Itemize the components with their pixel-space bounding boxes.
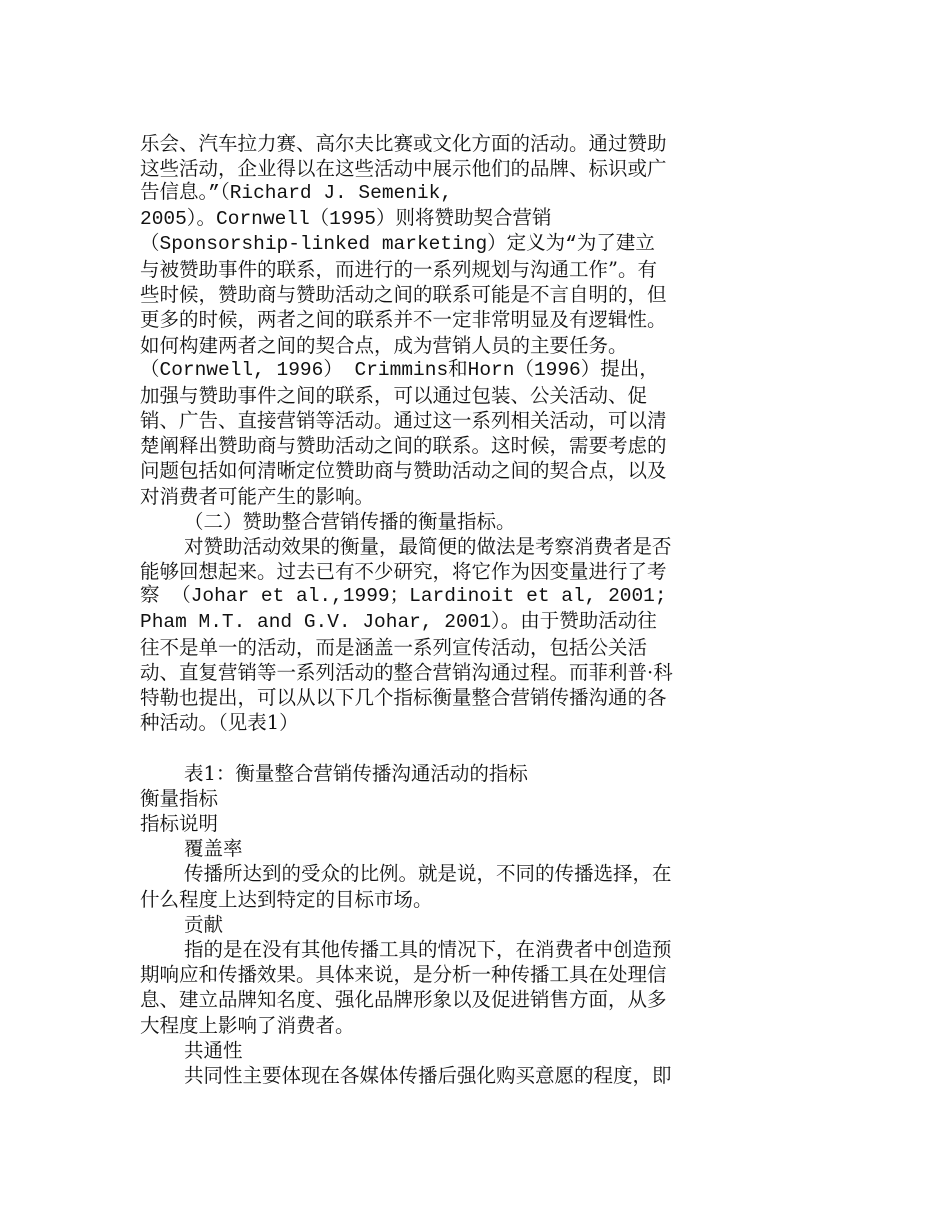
text-line: 动、直复营销等一系列活动的整合营销沟通过程。而菲利普·科: [140, 660, 673, 684]
text-line: （Cornwell, 1996） Crimmins和Horn（1996）提出，: [140, 358, 659, 381]
text-line: 问题包括如何清晰定位赞助商与赞助活动之间的契合点，以及: [140, 459, 667, 483]
table-cell-description: 共同性主要体现在各媒体传播后强化购买意愿的程度，即: [184, 1063, 672, 1087]
table-cell-description: 期响应和传播效果。具体来说，是分析一种传播工具在处理信: [140, 963, 667, 987]
text-line: 与被赞助事件的联系，而进行的一系列规划与沟通工作”。有: [140, 257, 657, 281]
text-line: 更多的时候，两者之间的联系并不一定非常明显及有逻辑性。: [140, 308, 667, 332]
blank-line: [140, 736, 740, 761]
text-line: 能够回想起来。过去已有不少研究，将它作为因变量进行了考: [140, 560, 667, 584]
text-line: 种活动。（见表1）: [140, 711, 299, 735]
table-cell-description: 息、建立品牌知名度、强化品牌形象以及促进销售方面，从多: [140, 988, 667, 1012]
text-line: 对赞助活动效果的衡量，最简便的做法是考察消费者是否: [184, 535, 672, 558]
table-cell-metric: 共通性: [184, 1038, 243, 1062]
section-heading: （二）赞助整合营销传播的衡量指标。: [184, 509, 516, 533]
table-cell-description: 传播所达到的受众的比例。就是说，不同的传播选择，在: [184, 862, 672, 886]
text-line: 些时候，赞助商与赞助活动之间的联系可能是不言自明的，但: [140, 283, 667, 307]
text-line: 加强与赞助事件之间的联系，可以通过包装、公关活动、促: [140, 383, 648, 407]
text-line: 对消费者可能产生的影响。: [140, 484, 375, 508]
text-line: 乐会、汽车拉力赛、高尔夫比赛或文化方面的活动。通过赞助: [140, 132, 667, 155]
text-line: 特勒也提出，可以从以下几个指标衡量整合营销传播沟通的各: [140, 686, 667, 710]
text-line: 察 （Johar et al.,1999；Lardinoit et al, 2001;: [140, 585, 667, 608]
table-header-metric: 衡量指标: [140, 786, 219, 810]
text-line: 往不是单一的活动，而是涵盖一系列宣传活动，包括公关活: [140, 635, 648, 659]
text-line: 楚阐释出赞助商与赞助活动之间的联系。这时候，需要考虑的: [140, 434, 667, 458]
table-cell-description: 大程度上影响了消费者。: [140, 1013, 355, 1037]
text-line: 如何构建两者之间的契合点，成为营销人员的主要任务。: [140, 333, 628, 357]
table-cell-metric: 贡献: [184, 912, 224, 936]
text-line: 销、广告、直接营销等活动。通过这一系列相关活动，可以清: [140, 409, 667, 433]
text-line: （Sponsorship-linked marketing）定义为“为了建立: [140, 232, 655, 255]
table-cell-description: 指的是在没有其他传播工具的情况下，在消费者中创造预: [184, 938, 672, 961]
text-line: 2005）。Cornwell（1995）则将赞助契合营销: [140, 207, 552, 230]
table-cell-metric: 覆盖率: [184, 837, 243, 861]
text-line: 告信息。”（Richard J. Semenik,: [140, 182, 453, 205]
table-cell-description: 什么程度上达到特定的目标市场。: [140, 887, 433, 911]
text-line: 这些活动，企业得以在这些活动中展示他们的品牌、标识或广: [140, 157, 667, 181]
text-line: Pham M.T. and G.V. Johar, 2001）。由于赞助活动往: [140, 610, 657, 633]
table-header-description: 指标说明: [140, 812, 219, 836]
table-caption: 表1：衡量整合营销传播沟通活动的指标: [184, 761, 528, 785]
document-page: [140, 131, 740, 1088]
